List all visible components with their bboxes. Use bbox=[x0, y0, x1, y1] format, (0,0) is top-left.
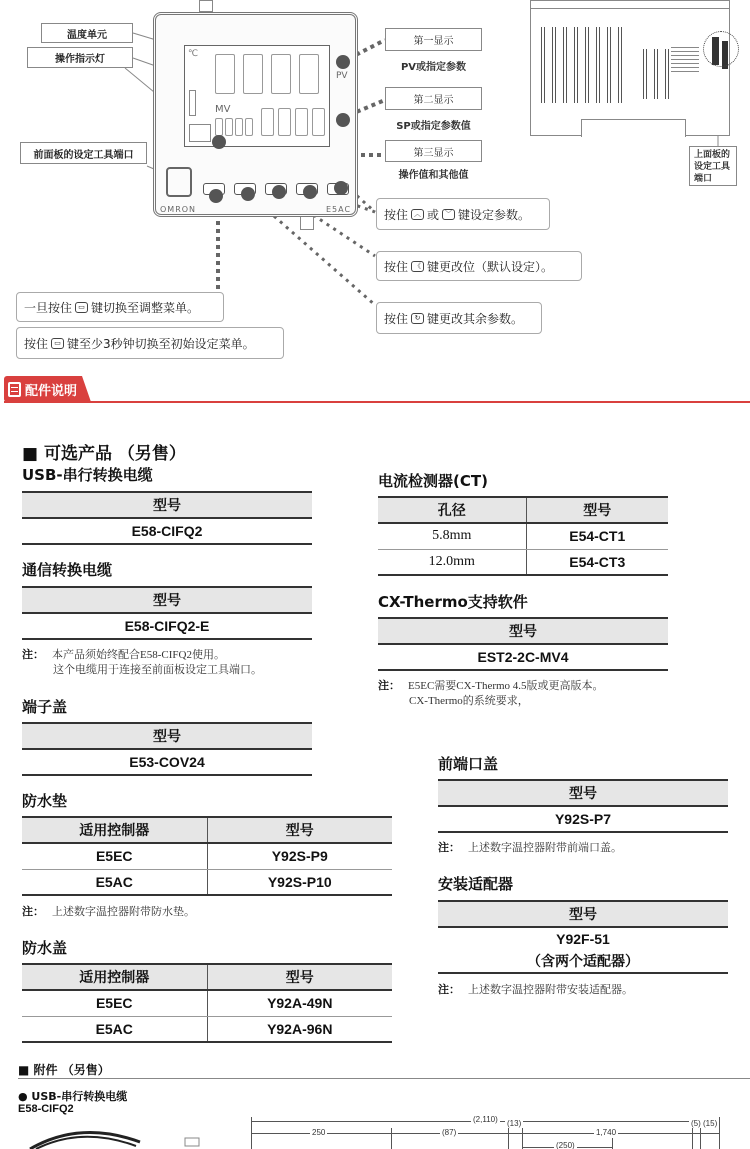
tip-text: 按住 bbox=[384, 311, 409, 326]
model-cell: E58-CIFQ2-E bbox=[22, 613, 312, 639]
mount-tab bbox=[199, 0, 213, 12]
note-label: 注： bbox=[438, 983, 460, 996]
key-dot bbox=[272, 185, 286, 199]
label-line: 设定工具 bbox=[694, 162, 731, 172]
usb-cable-image bbox=[20, 1122, 220, 1149]
note-line: E5EC需要CX-Thermo 4.5版或更高版本。 bbox=[408, 680, 604, 692]
col-header: 型号 bbox=[438, 780, 728, 806]
col-header: 孔径 bbox=[378, 497, 526, 523]
col-header: 型号 bbox=[378, 618, 668, 644]
document-icon bbox=[8, 382, 21, 397]
tip-text: 一旦按住 bbox=[24, 300, 73, 315]
dim-total: (2,110) bbox=[473, 1115, 498, 1124]
note-label: 注： bbox=[378, 679, 400, 692]
cx-thermo-title: CX-Thermo支持软件 bbox=[378, 593, 528, 611]
up-key-icon: ︿ bbox=[411, 209, 424, 220]
tip-text: 键更改其余参数。 bbox=[427, 311, 524, 326]
tip-text: 键切换至调整菜单。 bbox=[91, 300, 200, 315]
key-dot bbox=[209, 189, 223, 203]
label-top-port bbox=[689, 146, 737, 186]
dim-15: (15) bbox=[703, 1119, 718, 1128]
mount-tab-bottom bbox=[300, 216, 314, 230]
model-cell: Y92A-49N bbox=[207, 990, 392, 1016]
sv-digit bbox=[312, 108, 325, 136]
col-header: 型号 bbox=[526, 497, 668, 523]
table-row bbox=[438, 927, 728, 949]
dim-tick bbox=[251, 1117, 252, 1149]
pv-digit bbox=[271, 54, 291, 94]
bottom-notch bbox=[581, 119, 686, 137]
terminal-pins bbox=[539, 27, 629, 103]
col-header: 适用控制器 bbox=[22, 817, 207, 843]
comm-cable-title: 通信转换电缆 bbox=[22, 561, 113, 579]
brand-logo: OMRON bbox=[160, 205, 197, 214]
model-cell: Y92F-51 bbox=[556, 930, 610, 947]
note-line: 这个电缆用于连接至前面板设定工具端口。 bbox=[53, 664, 262, 676]
mv-digit bbox=[225, 118, 233, 136]
model-cell: EST2-2C-MV4 bbox=[378, 644, 668, 670]
note-line: 上述数字温控器附带防水垫。 bbox=[52, 906, 195, 918]
section-tab bbox=[4, 376, 82, 402]
note-line: 上述数字温控器附带前端口盖。 bbox=[468, 842, 622, 854]
tip-up-down bbox=[376, 198, 550, 230]
dim-tick bbox=[692, 1128, 693, 1149]
sv-digit bbox=[278, 108, 291, 136]
table-row bbox=[22, 869, 392, 895]
hole-diameter-cell: 12.0mm bbox=[378, 549, 526, 575]
usb-cable-table bbox=[22, 491, 312, 545]
mv-digit bbox=[215, 118, 223, 136]
mv-digit bbox=[235, 118, 243, 136]
accessory-item-title: ● USB-串行转换电缆 bbox=[18, 1090, 128, 1103]
front-port-cover-title: 前端口盖 bbox=[438, 755, 499, 773]
controller-top-panel bbox=[530, 8, 730, 136]
note-label: 注： bbox=[22, 905, 44, 918]
dim-250b: (250) bbox=[556, 1141, 575, 1149]
col-header: 型号 bbox=[22, 492, 312, 518]
dim-tick bbox=[700, 1128, 701, 1149]
tip-text: 键设定参数。 bbox=[458, 207, 531, 222]
waterproof-pad-table bbox=[22, 816, 392, 896]
note-label: 注： bbox=[22, 648, 44, 661]
comm-cable-table bbox=[22, 586, 312, 640]
cx-thermo-table bbox=[378, 617, 668, 671]
col-header: 型号 bbox=[22, 587, 312, 613]
dim-tick bbox=[508, 1128, 509, 1149]
tip-shift bbox=[376, 251, 582, 281]
pv-callout-dot bbox=[336, 55, 350, 69]
comm-cable-note bbox=[22, 647, 352, 678]
dim-87: (87) bbox=[442, 1128, 457, 1137]
tip-level-once bbox=[16, 292, 224, 322]
waterproof-cover-table bbox=[22, 963, 392, 1043]
table-row bbox=[438, 949, 728, 973]
dim-tick bbox=[391, 1128, 392, 1149]
device-model: E5AC bbox=[326, 205, 352, 214]
lcd-display bbox=[184, 45, 330, 147]
tip-text: 键至少3秒钟切换至初始设定菜单。 bbox=[67, 336, 255, 351]
section-divider bbox=[4, 401, 750, 403]
display-3-desc: 操作值和其他值 bbox=[398, 170, 469, 181]
dim-13: (13) bbox=[507, 1119, 522, 1128]
key-dot bbox=[241, 187, 255, 201]
temp-unit-icon: ℃ bbox=[188, 49, 199, 59]
model-cell: Y92S-P7 bbox=[438, 806, 728, 832]
controller-front-panel bbox=[153, 12, 358, 217]
pf-shift-key-icon: 《 bbox=[411, 261, 424, 272]
display-1-desc: PV或指定参数 bbox=[400, 62, 467, 73]
table-row bbox=[22, 518, 312, 544]
col-header: 型号 bbox=[438, 901, 728, 927]
note-label: 注： bbox=[438, 841, 460, 854]
dim-250: 250 bbox=[312, 1128, 326, 1137]
note-line: 本产品须始终配合E58-CIFQ2使用。 bbox=[52, 649, 225, 661]
label-line: 端口 bbox=[694, 174, 713, 184]
pv-label: PV bbox=[336, 71, 348, 81]
accessory-item-model: E58-CIFQ2 bbox=[18, 1103, 74, 1115]
mount-adapter-note bbox=[438, 982, 633, 998]
label-temp-unit: 温度单元 bbox=[41, 23, 133, 43]
mv-callout-dot bbox=[212, 135, 226, 149]
terminal-cover-table bbox=[22, 722, 312, 776]
cx-thermo-note bbox=[378, 678, 718, 709]
col-header: 型号 bbox=[22, 723, 312, 749]
accessories-divider bbox=[18, 1078, 750, 1079]
col-header: 型号 bbox=[207, 964, 392, 990]
level-key-icon: ▭ bbox=[51, 338, 64, 349]
note-line: 上述数字温控器附带安装适配器。 bbox=[468, 984, 633, 996]
waterproof-pad-note bbox=[22, 904, 195, 920]
controller-cell: E5EC bbox=[22, 843, 207, 869]
terminal-cover-title: 端子盖 bbox=[22, 698, 68, 716]
model-cell: E54-CT1 bbox=[526, 523, 668, 549]
key-dot bbox=[334, 181, 348, 195]
hole-diameter-cell: 5.8mm bbox=[378, 523, 526, 549]
model-cell: Y92S-P10 bbox=[207, 869, 392, 895]
table-row bbox=[378, 523, 668, 549]
label-line: 上面板的 bbox=[694, 150, 731, 160]
tip-text: 或 bbox=[427, 207, 440, 222]
operation-indicators bbox=[189, 124, 211, 142]
section-title: 配件说明 bbox=[25, 383, 78, 399]
front-tool-port[interactable] bbox=[166, 167, 192, 197]
pv-digit bbox=[243, 54, 263, 94]
front-port-cover-note bbox=[438, 840, 622, 856]
tip-text: 键更改位（默认设定）。 bbox=[427, 259, 554, 274]
mv-digit bbox=[245, 118, 253, 136]
table-row bbox=[22, 1016, 392, 1042]
pv-digit bbox=[299, 54, 319, 94]
table-row bbox=[378, 644, 668, 670]
terminal-pins bbox=[641, 49, 671, 99]
tip-text: 按住 bbox=[384, 259, 409, 274]
table-row bbox=[378, 549, 668, 575]
mount-adapter-table bbox=[438, 900, 728, 974]
col-header: 适用控制器 bbox=[22, 964, 207, 990]
sv-digit bbox=[261, 108, 274, 136]
ct-title: 电流检测器(CT) bbox=[378, 472, 488, 490]
mode-key-icon: ↻ bbox=[411, 313, 424, 324]
waterproof-cover-title: 防水盖 bbox=[22, 939, 68, 957]
model-cell: Y92A-96N bbox=[207, 1016, 392, 1042]
controller-cell: E5EC bbox=[22, 990, 207, 1016]
dim-tick bbox=[719, 1117, 720, 1149]
accessories-heading: ■ 附件 （另售） bbox=[18, 1063, 110, 1077]
model-cell: E54-CT3 bbox=[526, 549, 668, 575]
col-header: 型号 bbox=[207, 817, 392, 843]
waterproof-pad-title: 防水垫 bbox=[22, 792, 68, 810]
table-row bbox=[438, 806, 728, 832]
tip-text: 按住 bbox=[384, 207, 409, 222]
table-row bbox=[22, 749, 312, 775]
port-highlight-circle bbox=[703, 31, 739, 67]
pv-digit bbox=[215, 54, 235, 94]
vent bbox=[671, 47, 699, 72]
mv-label: MV bbox=[215, 104, 231, 115]
key-dot bbox=[303, 185, 317, 199]
down-key-icon: ﹀ bbox=[442, 209, 455, 220]
model-cell: E58-CIFQ2 bbox=[22, 518, 312, 544]
controller-cell: E5AC bbox=[22, 869, 207, 895]
front-port-cover-table bbox=[438, 779, 728, 833]
label-op-indicator: 操作指示灯 bbox=[27, 47, 133, 68]
controller-cell: E5AC bbox=[22, 1016, 207, 1042]
ct-table bbox=[378, 496, 668, 576]
model-sub-cell: （含两个适配器） bbox=[438, 949, 728, 973]
back-panel-top bbox=[530, 0, 730, 8]
display-2-desc: SP或指定参数值 bbox=[396, 121, 471, 132]
note-line: CX-Thermo的系统要求， bbox=[409, 695, 529, 707]
usb-cable-title: USB-串行转换电缆 bbox=[22, 466, 153, 484]
tip-level-hold bbox=[16, 327, 284, 359]
level-key-icon: ▭ bbox=[75, 302, 88, 313]
mount-adapter-title: 安装适配器 bbox=[438, 875, 514, 893]
dim-tick bbox=[522, 1128, 523, 1149]
table-row bbox=[22, 613, 312, 639]
label-front-port: 前面板的设定工具端口 bbox=[20, 142, 147, 164]
table-row bbox=[22, 843, 392, 869]
table-row bbox=[22, 990, 392, 1016]
status-indicators bbox=[189, 90, 196, 116]
dim-5: (5) bbox=[691, 1119, 701, 1128]
optional-heading: ■ 可选产品 （另售） bbox=[22, 444, 186, 464]
model-cell: Y92S-P9 bbox=[207, 843, 392, 869]
model-cell: E53-COV24 bbox=[22, 749, 312, 775]
display-2-box: 第二显示 bbox=[385, 87, 482, 110]
sv-callout-dot bbox=[336, 113, 350, 127]
tip-text: 按住 bbox=[24, 336, 49, 351]
tip-mode bbox=[376, 302, 542, 334]
display-3-box: 第三显示 bbox=[385, 140, 482, 162]
dim-1740: 1,740 bbox=[596, 1128, 617, 1137]
display-1-box: 第一显示 bbox=[385, 28, 482, 51]
sv-digit bbox=[295, 108, 308, 136]
dim-tick bbox=[612, 1138, 613, 1149]
